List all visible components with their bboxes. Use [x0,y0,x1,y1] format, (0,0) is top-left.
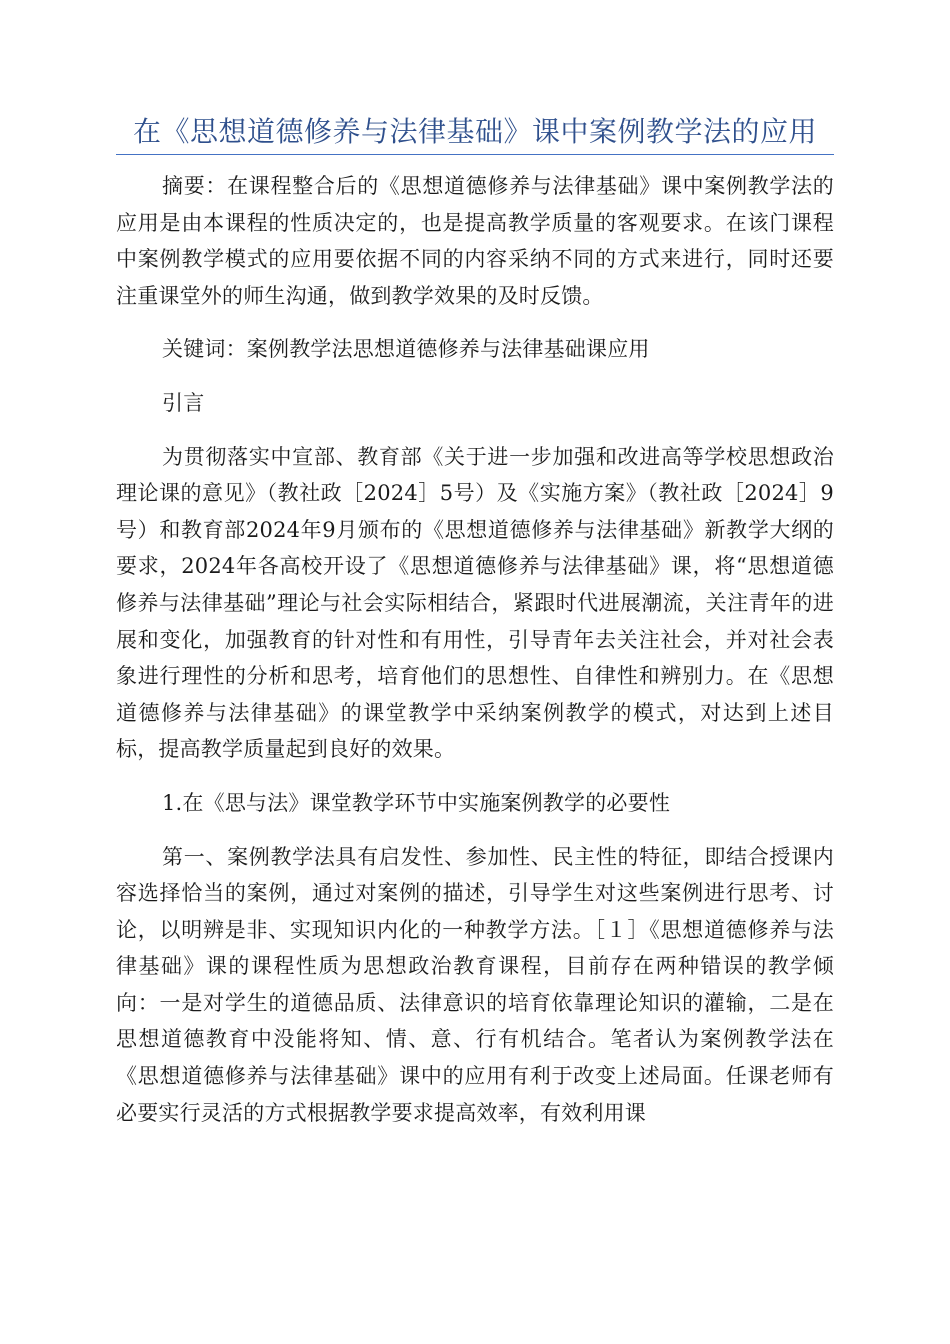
document-body [116,168,834,1131]
intro-paragraph: 为贯彻落实中宣部、教育部《关于进一步加强和改进高等学校思想政治理论课的意见》（教社政［2024］5号）及《实施方案》（教社政［2024］9号）和教育部2024年9月颁布的《思想道德修养与法律基础》新教学大纲的要求，2024年各高校开设了《思想道德修养与法律基础》课，将“思想道德修养与法律基础”理论与社会实际相结合，紧跟时代进展潮流，关注青年的进展和变化，加强教育的针对性和有用性，引导青年去关注社会，并对社会表象进行理性的分析和思考，培育他们的思想性、自律性和辨别力。在《思想道德修养与法律基础》的课堂教学中采纳案例教学的模式，对达到上述目标，提高教学质量起到良好的效果。 [116,444,834,762]
keywords-line: 关键词：案例教学法思想道德修养与法律基础课应用 [162,337,650,362]
section-1-heading: 1.在《思与法》课堂教学环节中实施案例教学的必要性 [162,790,671,815]
document-title: 在《思想道德修养与法律基础》课中案例教学法的应用 [132,115,817,148]
title-underline [116,154,834,155]
intro-heading: 引言 [162,390,205,415]
section-1-paragraph: 第一、案例教学法具有启发性、参加性、民主性的特征，即结合授课内容选择恰当的案例，通过对案例的描述，引导学生对这些案例进行思考、讨论，以明辨是非、实现知识内化的一种教学方法。［１］《思想道德修养与法律基础》课的课程性质为思想政治教育课程，目前存在两种错误的教学倾向：一是对学生的道德品质、法律意识的培育依靠理论知识的灌输，二是在思想道德教育中没能将知、情、意、行有机结合。笔者认为案例教学法在《思想道德修养与法律基础》课中的应用有利于改变上述局面。任课老师有必要实行灵活的方式根据教学要求提高效率，有效利用课 [116,844,834,1125]
abstract-paragraph: 摘要：在课程整合后的《思想道德修养与法律基础》课中案例教学法的应用是由本课程的性质决定的，也是提高教学质量的客观要求。在该门课程中案例教学模式的应用要依据不同的内容采纳不同的方式来进行，同时还要注重课堂外的师生沟通，做到教学效果的及时反馈。 [116,174,834,308]
